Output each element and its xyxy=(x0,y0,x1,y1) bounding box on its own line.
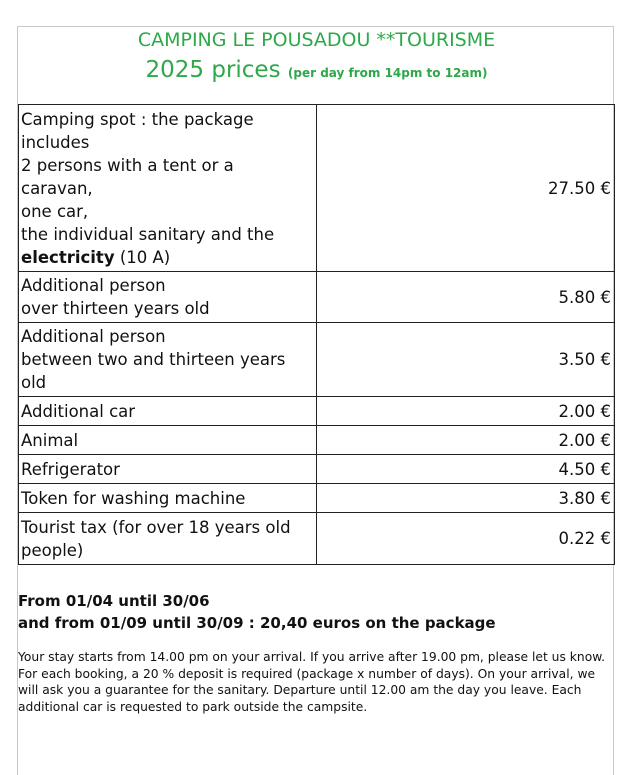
table-row xyxy=(19,513,615,565)
item-price: 2.00 € xyxy=(317,397,615,426)
table-row xyxy=(19,455,615,484)
low-season-line-2: and from 01/09 until 30/09 : 20,40 euros on the package xyxy=(18,614,496,632)
item-label-line: the individual sanitary and the xyxy=(21,224,275,244)
item-label-line xyxy=(21,246,314,269)
low-season-line-1: From 01/04 until 30/06 xyxy=(18,592,210,610)
table-row xyxy=(19,484,615,513)
item-label-line: one car, xyxy=(21,201,89,221)
price-table xyxy=(18,104,615,565)
item-price: 5.80 € xyxy=(317,272,615,323)
item-label-line: Animal xyxy=(21,430,79,450)
low-season-offer xyxy=(18,590,496,634)
item-label-line: includes xyxy=(21,132,90,152)
table-row xyxy=(19,426,615,455)
table-row xyxy=(19,397,615,426)
item-label-line: caravan, xyxy=(21,178,93,198)
item-label xyxy=(19,455,317,484)
table-row xyxy=(19,323,615,397)
item-label-line: Camping spot : the package xyxy=(21,109,254,129)
item-label xyxy=(19,484,317,513)
item-label-tail: (10 A) xyxy=(114,247,171,267)
item-label xyxy=(19,323,317,397)
campsite-name: CAMPING LE POUSADOU **TOURISME xyxy=(137,29,496,51)
item-label-line: between two and thirteen years xyxy=(21,350,286,369)
item-label-line: over thirteen years old xyxy=(21,299,210,318)
item-label-line: 2 persons with a tent or a xyxy=(21,155,234,175)
item-price: 2.00 € xyxy=(317,426,615,455)
item-label-line: Additional car xyxy=(21,401,136,421)
item-label xyxy=(19,513,317,565)
stay-conditions: Your stay starts from 14.00 pm on your arrival. If you arrive after 19.00 pm, please let us know. For each booking, a 20 % deposit is required (package x number of days). On your arrival, we will ask you a guarantee for the sanitary. Departure until 12.00 am the day you leave. Each additional car is requested to park outside the campsite. xyxy=(18,650,606,714)
item-label xyxy=(19,105,317,272)
item-price: 3.80 € xyxy=(317,484,615,513)
item-label xyxy=(19,426,317,455)
item-price: 27.50 € xyxy=(317,105,615,272)
item-label xyxy=(19,272,317,323)
prices-year-title: 2025 prices xyxy=(145,57,281,83)
item-label-line: Refrigerator xyxy=(21,459,120,479)
table-row xyxy=(19,272,615,323)
item-price: 3.50 € xyxy=(317,323,615,397)
item-label-line: people) xyxy=(21,540,84,560)
item-label-line: Tourist tax (for over 18 years old xyxy=(21,517,291,537)
prices-heading xyxy=(18,57,615,83)
item-label-line: old xyxy=(21,373,47,392)
table-row xyxy=(19,105,615,272)
item-label-line: Additional person xyxy=(21,276,166,295)
item-label-bold: electricity xyxy=(21,247,115,267)
item-label xyxy=(19,397,317,426)
item-price: 4.50 € xyxy=(317,455,615,484)
price-sheet xyxy=(17,26,614,775)
item-label-line: Additional person xyxy=(21,327,166,346)
prices-period-note: (per day from 14pm to 12am) xyxy=(287,66,488,80)
item-label-line: Token for washing machine xyxy=(21,488,246,508)
item-price: 0.22 € xyxy=(317,513,615,565)
